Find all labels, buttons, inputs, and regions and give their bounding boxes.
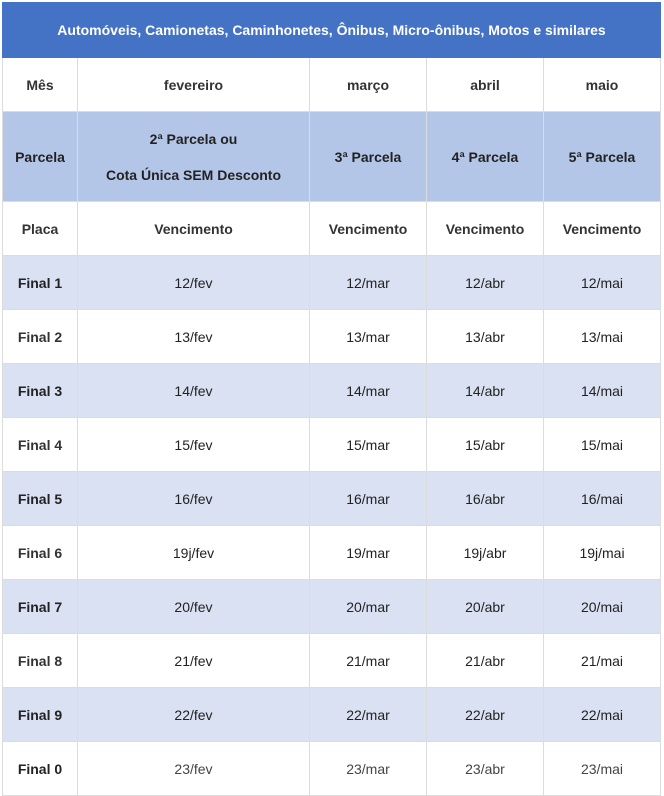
date-cell: 20/mai [544,580,661,634]
vencimento-header-mai: Vencimento [544,202,661,256]
date-cell: 12/abr [427,256,544,310]
placa-cell: Final 3 [3,364,78,418]
date-cell: 13/fev [78,310,310,364]
parcela-label: Parcela [3,112,78,202]
placa-cell: Final 4 [3,418,78,472]
table-row [3,364,661,418]
table-row [3,580,661,634]
month-maio: maio [544,58,661,112]
placa-label: Placa [3,202,78,256]
date-cell: 16/mar [310,472,427,526]
month-label: Mês [3,58,78,112]
month-row [3,58,661,112]
date-cell: 22/mai [544,688,661,742]
date-cell: 23/fev [78,742,310,796]
date-cell: 21/fev [78,634,310,688]
date-cell: 13/mai [544,310,661,364]
date-cell: 15/mai [544,418,661,472]
date-cell: 14/abr [427,364,544,418]
month-marco: março [310,58,427,112]
date-cell: 19j/mai [544,526,661,580]
table-row [3,688,661,742]
date-cell: 13/mar [310,310,427,364]
table-row [3,742,661,796]
placa-cell: Final 1 [3,256,78,310]
table-row [3,472,661,526]
table-row [3,256,661,310]
date-cell: 23/mai [544,742,661,796]
vencimento-header-mar: Vencimento [310,202,427,256]
date-cell: 21/mar [310,634,427,688]
date-cell: 19j/abr [427,526,544,580]
date-cell: 22/mar [310,688,427,742]
placa-cell: Final 2 [3,310,78,364]
placa-cell: Final 0 [3,742,78,796]
date-cell: 14/mai [544,364,661,418]
parcela-5: 5ª Parcela [544,112,661,202]
date-cell: 20/abr [427,580,544,634]
parcela-row [3,112,661,202]
date-cell: 15/mar [310,418,427,472]
parcela-2-or-cota-unica [78,112,310,202]
date-cell: 14/fev [78,364,310,418]
month-abril: abril [427,58,544,112]
date-cell: 22/abr [427,688,544,742]
vencimento-header-row [3,202,661,256]
placa-cell: Final 6 [3,526,78,580]
date-cell: 13/abr [427,310,544,364]
placa-cell: Final 8 [3,634,78,688]
date-cell: 16/abr [427,472,544,526]
parcela-2-line1: 2ª Parcela ou [149,130,238,147]
parcela-2-line2: Cota Única SEM Desconto [105,166,282,183]
date-cell: 15/fev [78,418,310,472]
vencimento-header-abr: Vencimento [427,202,544,256]
date-cell: 20/mar [310,580,427,634]
date-cell: 22/fev [78,688,310,742]
placa-cell: Final 5 [3,472,78,526]
date-cell: 16/fev [78,472,310,526]
date-cell: 15/abr [427,418,544,472]
ipva-schedule-table [2,2,661,796]
parcela-3: 3ª Parcela [310,112,427,202]
date-cell: 16/mai [544,472,661,526]
month-fevereiro: fevereiro [78,58,310,112]
date-cell: 12/fev [78,256,310,310]
date-cell: 21/abr [427,634,544,688]
schedule-table-wrapper [2,2,660,796]
date-cell: 12/mar [310,256,427,310]
table-row [3,634,661,688]
date-cell: 14/mar [310,364,427,418]
table-title: Automóveis, Camionetas, Caminhonetes, Ônibus, Micro-ônibus, Motos e similares [3,3,661,58]
date-cell: 23/mar [310,742,427,796]
table-row [3,526,661,580]
placa-cell: Final 7 [3,580,78,634]
date-cell: 21/mai [544,634,661,688]
table-title-row [3,3,661,58]
date-cell: 19j/fev [78,526,310,580]
date-cell: 20/fev [78,580,310,634]
date-cell: 12/mai [544,256,661,310]
parcela-4: 4ª Parcela [427,112,544,202]
date-cell: 23/abr [427,742,544,796]
date-cell: 19/mar [310,526,427,580]
table-row [3,418,661,472]
table-row [3,310,661,364]
vencimento-header-fev: Vencimento [78,202,310,256]
placa-cell: Final 9 [3,688,78,742]
